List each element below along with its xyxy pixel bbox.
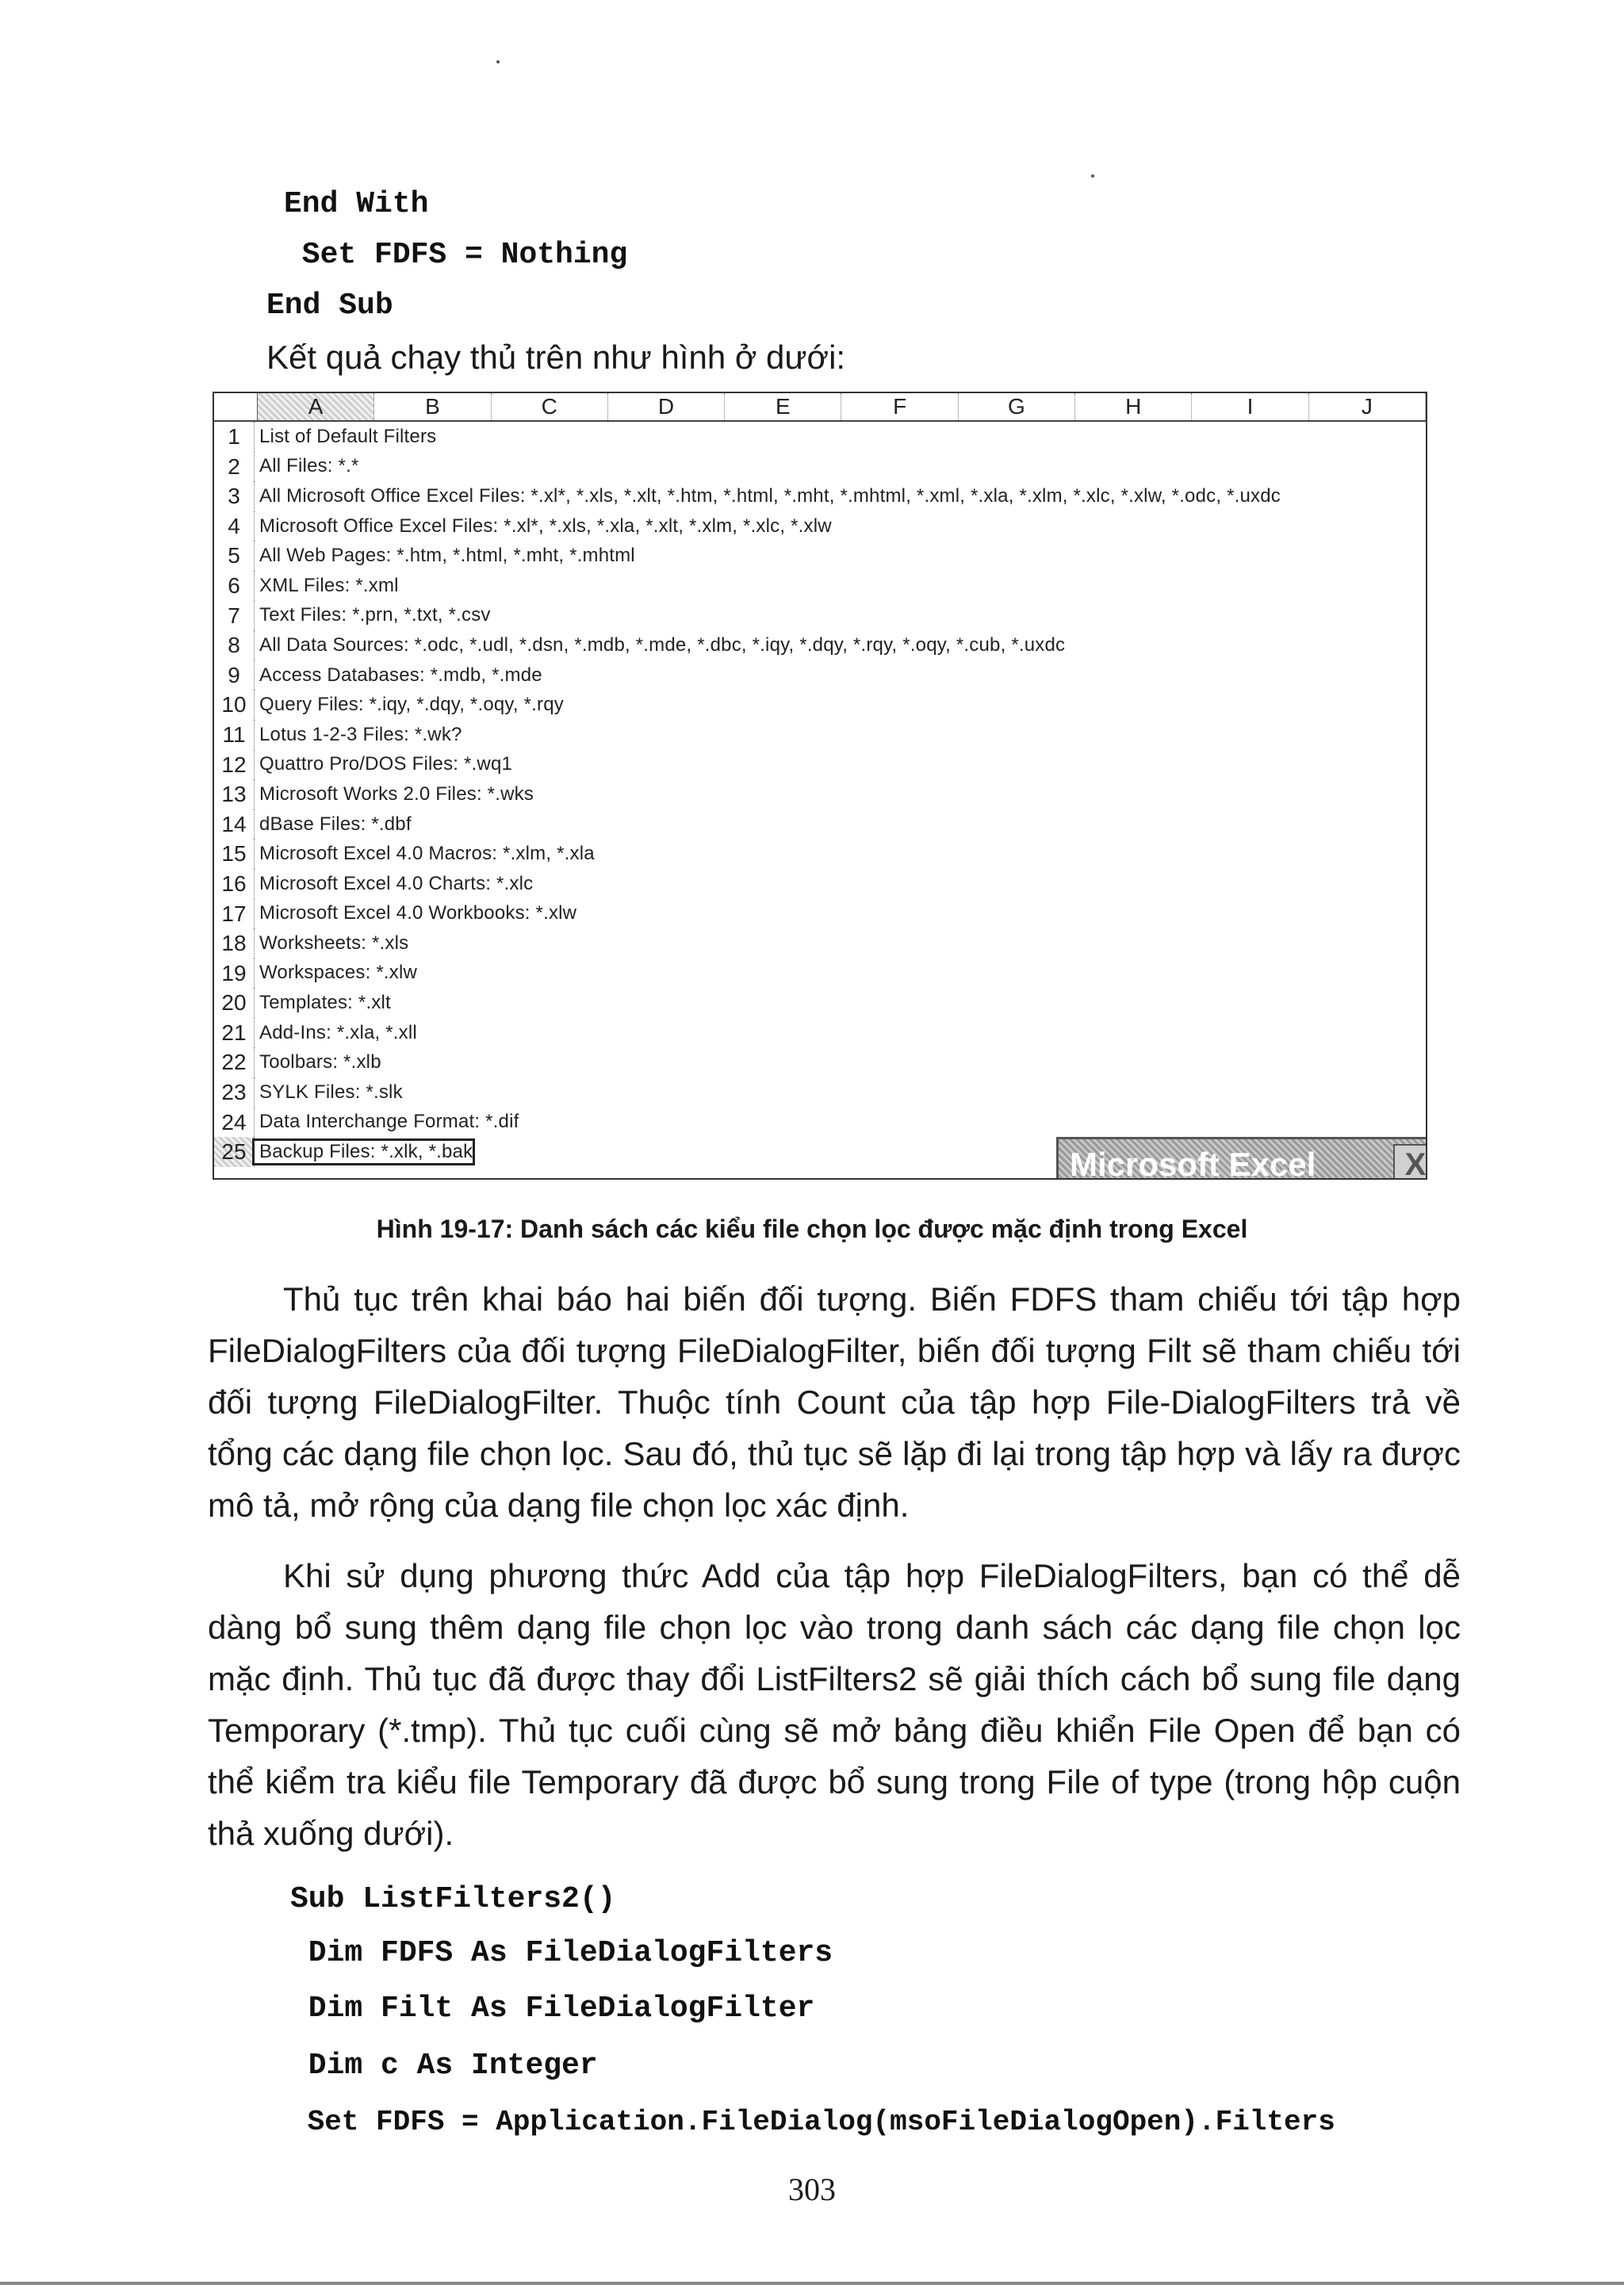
cell-a[interactable]: Microsoft Excel 4.0 Macros: *.xlm, *.xla <box>259 843 595 865</box>
cell-a[interactable]: All Data Sources: *.odc, *.udl, *.dsn, *.mdb, *.mde, *.dbc, *.iqy, *.dqy, *.rqy, *.oqy, *.cub, *.uxdc <box>259 633 1066 656</box>
column-header-h[interactable]: H <box>1075 393 1192 420</box>
sheet-row <box>214 750 1426 780</box>
sheet-row <box>214 928 1426 959</box>
row-number[interactable]: 25 <box>214 1137 255 1167</box>
row-number[interactable]: 5 <box>214 541 255 571</box>
intro-text: Kết quả chạy thủ trên như hình ở dưới: <box>266 339 846 376</box>
page-number: 303 <box>788 2172 836 2207</box>
code-line-set-nothing: Set FDFS = Nothing <box>284 238 628 272</box>
message-dialog <box>1056 1137 1427 1180</box>
cell-a[interactable]: Templates: *.xlt <box>259 992 391 1014</box>
row-number[interactable]: 3 <box>214 481 255 511</box>
row-number[interactable]: 10 <box>214 690 255 720</box>
cell-a[interactable]: Data Interchange Format: *.dif <box>259 1111 519 1133</box>
row-number[interactable]: 12 <box>214 750 255 780</box>
cell-a[interactable]: Access Databases: *.mdb, *.mde <box>259 664 542 686</box>
sheet-row <box>214 988 1426 1018</box>
spreadsheet-figure <box>213 392 1427 1180</box>
cell-a[interactable]: Microsoft Office Excel Files: *.xl*, *.xls, *.xla, *.xlt, *.xlm, *.xlc, *.xlw <box>259 515 832 537</box>
sheet-row <box>214 809 1426 840</box>
row-number[interactable]: 18 <box>214 928 255 959</box>
cell-a[interactable]: dBase Files: *.dbf <box>259 813 412 835</box>
cell-a[interactable]: Workspaces: *.xlw <box>259 962 418 984</box>
header-corner <box>214 393 258 420</box>
cell-a[interactable]: Quattro Pro/DOS Files: *.wq1 <box>259 753 513 775</box>
sheet-row <box>214 720 1426 750</box>
sheet-rows <box>214 422 1426 1167</box>
code-line-end-sub: End Sub <box>266 289 393 323</box>
column-header-i[interactable]: I <box>1192 393 1308 420</box>
sheet-row <box>214 422 1426 452</box>
cell-a[interactable]: XML Files: *.xml <box>259 574 399 596</box>
code-line-sub: Sub ListFilters2() <box>290 1882 616 1916</box>
row-number[interactable]: 22 <box>214 1047 255 1077</box>
row-number[interactable]: 2 <box>214 452 255 482</box>
cell-a[interactable]: Worksheets: *.xls <box>259 932 409 954</box>
sheet-row <box>214 511 1426 541</box>
cell-a[interactable]: Text Files: *.prn, *.txt, *.csv <box>259 604 491 626</box>
sheet-row <box>214 1047 1426 1077</box>
column-header-a[interactable]: A <box>258 393 374 420</box>
column-header-g[interactable]: G <box>959 393 1075 420</box>
row-number[interactable]: 21 <box>214 1018 255 1048</box>
row-number[interactable]: 14 <box>214 809 255 840</box>
cell-a[interactable]: Add-Ins: *.xla, *.xll <box>259 1021 417 1043</box>
column-header-c[interactable]: C <box>492 393 608 420</box>
row-number[interactable]: 17 <box>214 899 255 929</box>
scan-speck <box>1091 174 1094 178</box>
sheet-row <box>214 1108 1426 1138</box>
sheet-row <box>214 959 1426 989</box>
row-number[interactable]: 4 <box>214 511 255 541</box>
dialog-title-text: Microsoft Excel <box>1070 1146 1316 1180</box>
row-number[interactable]: 19 <box>214 959 255 989</box>
cell-a[interactable]: Query Files: *.iqy, *.dqy, *.oqy, *.rqy <box>259 694 564 716</box>
code-line-dim-fdfs: Dim FDFS As FileDialogFilters <box>290 1936 833 1970</box>
cell-a[interactable]: All Microsoft Office Excel Files: *.xl*, *.xls, *.xlt, *.htm, *.html, *.mht, *.mhtml, *.xml, *.xla, *.xlm, *.xlc, *.xlw, *.odc, *.uxdc <box>259 484 1281 507</box>
code-line-dim-c: Dim c As Integer <box>290 2049 598 2083</box>
row-number[interactable]: 8 <box>214 630 255 660</box>
sheet-row <box>214 541 1426 571</box>
sheet-row <box>214 1018 1426 1048</box>
row-number[interactable]: 1 <box>214 422 255 452</box>
cell-a[interactable]: Lotus 1-2-3 Files: *.wk? <box>259 723 462 745</box>
sheet-row <box>214 869 1426 899</box>
bottom-rule <box>0 2282 1624 2285</box>
sheet-row <box>214 452 1426 482</box>
paragraph-2: Khi sử dụng phương thức Add của tập hợp FileDialogFilters, bạn có thể dễ dàng bổ sung thêm dạng file chọn lọc vào trong danh sách các dạng file chọn lọc mặc định. Thủ tục đã được thay đổi ListFilters2 sẽ giải thích cách bổ sung file dạng Temporary (*.tmp). Thủ tục cuối cùng sẽ mở bảng điều khiển File Open để bạn có thể kiểm tra kiểu file Temporary đã được bổ sung trong File of type (trong hộp cuộn thả xuống dưới). <box>208 1557 1461 1852</box>
column-header-d[interactable]: D <box>608 393 725 420</box>
column-header-j[interactable]: J <box>1309 393 1426 420</box>
row-number[interactable]: 11 <box>214 720 255 750</box>
sheet-row <box>214 1077 1426 1108</box>
row-number[interactable]: 13 <box>214 779 255 809</box>
sheet-row <box>214 660 1426 691</box>
close-icon[interactable]: X <box>1393 1144 1427 1180</box>
row-number[interactable]: 7 <box>214 601 255 631</box>
cell-a[interactable]: Microsoft Works 2.0 Files: *.wks <box>259 783 534 805</box>
row-number[interactable]: 16 <box>214 869 255 899</box>
sheet-row <box>214 839 1426 869</box>
sheet-row <box>214 571 1426 601</box>
cell-a[interactable]: List of Default Filters <box>259 425 437 447</box>
paragraph-1: Thủ tục trên khai báo hai biến đối tượng. Biến FDFS tham chiếu tới tập hợp FileDialogFilters của đối tượng FileDialogFilter, biến đối tượng Filt sẽ tham chiếu tới đối tượng FileDialogFilter. Thuộc tính Count của tập hợp File-DialogFilters trả về tổng các dạng file chọn lọc. Sau đó, thủ tục sẽ lặp đi lại trong tập hợp và lấy ra được mô tả, mở rộng của dạng file chọn lọc xác định. <box>208 1280 1461 1524</box>
figure-caption: Hình 19-17: Danh sách các kiểu file chọn lọc được mặc định trong Excel <box>376 1215 1248 1243</box>
cell-a[interactable]: Backup Files: *.xlk, *.bak <box>255 1141 473 1163</box>
column-header-b[interactable]: B <box>374 393 491 420</box>
row-number[interactable]: 9 <box>214 660 255 691</box>
row-number[interactable]: 24 <box>214 1108 255 1138</box>
cell-a[interactable]: Microsoft Excel 4.0 Workbooks: *.xlw <box>259 902 577 924</box>
sheet-row <box>214 690 1426 720</box>
column-header-row <box>214 393 1426 422</box>
row-number[interactable]: 15 <box>214 839 255 869</box>
cell-a[interactable]: Toolbars: *.xlb <box>259 1051 381 1073</box>
code-line-end-with: End With <box>284 187 429 221</box>
cell-a[interactable]: Microsoft Excel 4.0 Charts: *.xlc <box>259 872 534 894</box>
column-header-f[interactable]: F <box>841 393 958 420</box>
row-number[interactable]: 6 <box>214 571 255 601</box>
sheet-row <box>214 630 1426 660</box>
sheet-row <box>214 601 1426 631</box>
row-number[interactable]: 23 <box>214 1077 255 1108</box>
cell-a[interactable]: SYLK Files: *.slk <box>259 1081 403 1103</box>
sheet-row <box>214 899 1426 929</box>
code-line-set-fdfs: Set FDFS = Application.FileDialog(msoFileDialogOpen).Filters <box>290 2106 1335 2138</box>
code-line-dim-filt: Dim Filt As FileDialogFilter <box>290 1992 815 2026</box>
sheet-row <box>214 779 1426 809</box>
scan-speck <box>496 60 500 63</box>
cell-a[interactable]: All Files: *.* <box>259 455 359 477</box>
cell-a[interactable]: All Web Pages: *.htm, *.html, *.mht, *.mhtml <box>259 545 635 567</box>
row-number[interactable]: 20 <box>214 988 255 1018</box>
sheet-row <box>214 481 1426 511</box>
dialog-title <box>1059 1139 1427 1180</box>
column-header-e[interactable]: E <box>725 393 841 420</box>
